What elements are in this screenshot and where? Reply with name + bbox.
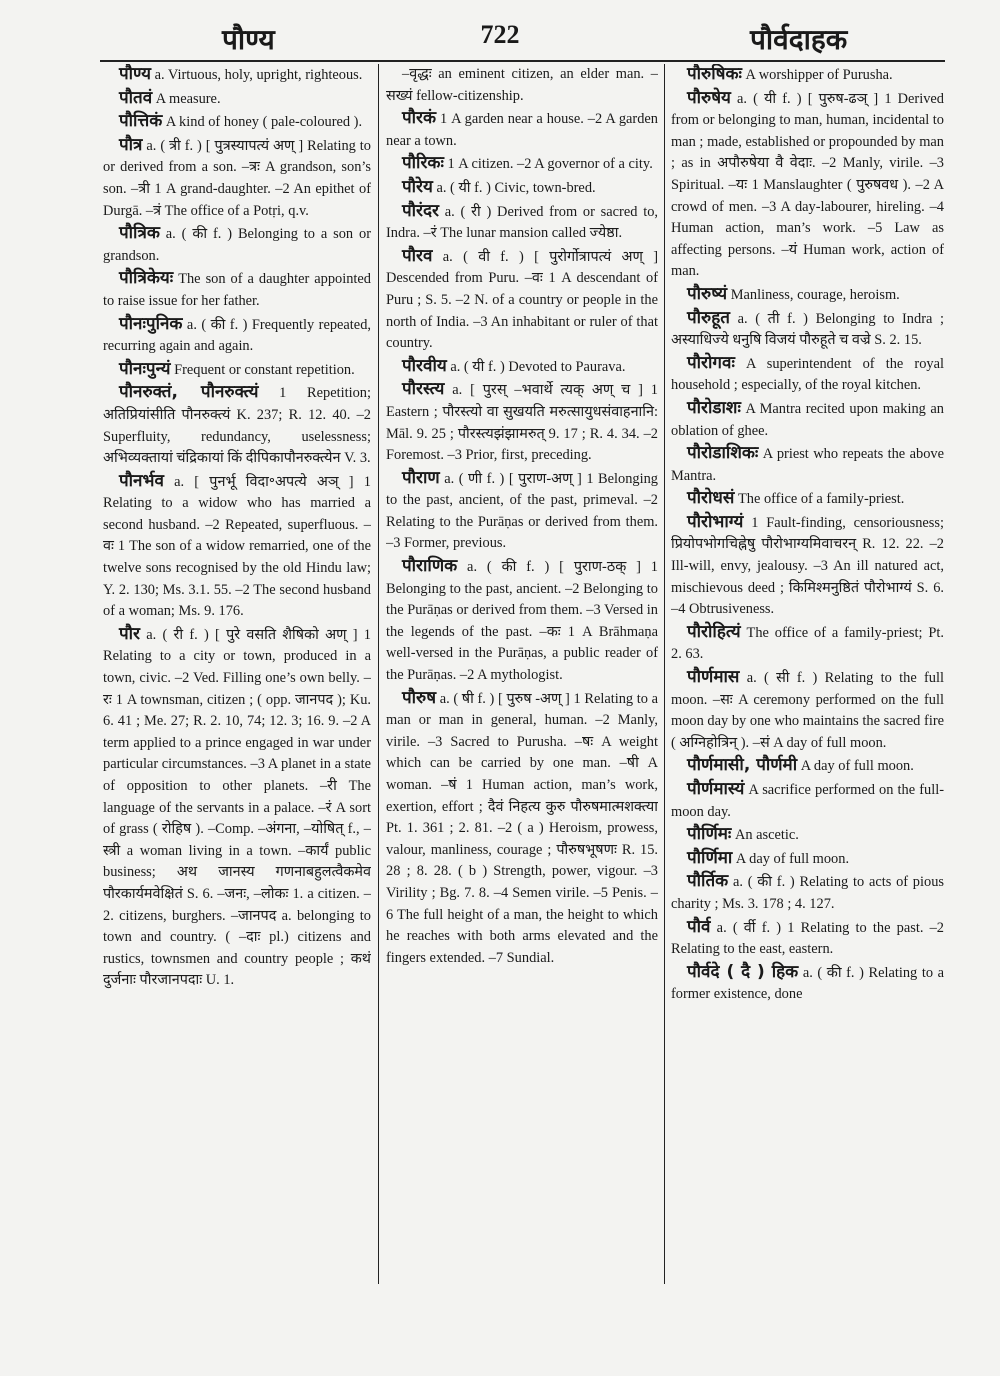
- entry-headword: पौरोधसं: [687, 488, 735, 509]
- dictionary-entry: [103, 471, 371, 623]
- entry-headword: पौत्र: [119, 134, 143, 155]
- entry-headword: पौनःपुन्यं: [119, 358, 171, 379]
- entry-headword: पौरुष्यं: [687, 283, 728, 304]
- dictionary-entry: [671, 871, 944, 915]
- dictionary-entry: [671, 398, 944, 442]
- entry-definition: An ascetic.: [731, 827, 799, 844]
- left-guide-word: पौण्य: [222, 23, 275, 56]
- entry-headword: पौर: [119, 623, 141, 644]
- entry-headword: पौर्णिमः: [687, 824, 732, 845]
- column-1: [103, 64, 371, 1294]
- entry-headword: पौरकं: [402, 108, 437, 129]
- entry-headword: पौरुषिकः: [687, 64, 742, 84]
- entry-headword: पौरवीय: [402, 355, 447, 376]
- entry-headword: पौतवं: [119, 87, 153, 108]
- column-divider: [664, 64, 665, 1284]
- dictionary-entry: [386, 468, 658, 555]
- dictionary-entry: [671, 917, 944, 961]
- entry-headword: पौत्रिक: [119, 223, 160, 244]
- entry-headword: पौरोगवः: [687, 352, 735, 373]
- entry-definition: Manliness, courage, heroism.: [727, 286, 900, 303]
- entry-definition: a. [ पुनर्भू विदा॰अपत्ये अञ् ] 1 Relating to a widow who has married a second husband. –2 Repeated, superfluous. –वः 1 The son of a widow remarried, one of the twelve sons recognised by the old Hindu law; Y. 2. 130; Ms. 3.1. 55. –2 The second husband of a woman; Ms. 9. 176.: [103, 473, 371, 620]
- dictionary-entry: [671, 824, 944, 847]
- dictionary-entry: [386, 201, 658, 245]
- dictionary-entry: [671, 353, 944, 397]
- entry-headword: पौर्णिमा: [687, 847, 733, 868]
- entry-headword: पौरोडाशः: [687, 397, 741, 418]
- entry-definition: a. ( णी f. ) [ पुराण-अण् ] 1 Belonging to the past, ancient, of the past, primeval. –2 Relating to the Purāṇas or derived from them. –3 Former, previous.: [386, 470, 658, 552]
- dictionary-entry: [386, 153, 658, 176]
- right-guide-word: पौर्वदाहक: [750, 23, 848, 56]
- dictionary-entry: [103, 382, 371, 469]
- page-header: [0, 14, 1000, 64]
- entry-definition: a. ( री f. ) [ पुरे वसति शैषिको अण् ] 1 Relating to a city or town, produced in a town, civic. –2 Ved. Filling one’s own belly. –रः 1 A townsman, citizen ; ( opp. जानपद ); Ku. 6. 41 ; Me. 27; R. 2. 10, 74; 12. 3; 16. 9. –2 A term applied to a prince engaged in war under particular circumstances. –3 A planet in a state of opposition to other planets. –री The language of the servants in a palace. –रं A sort of grass ( रोहिष ). –Comp. –अंगना, –योषित् f., –स्त्री a woman living in a town. –कार्यं public business; अथ जानस्य गणनाबहुलत्वैकमेव पौरकार्यमवेक्षितं S. 6. –जनः, –लोकः 1. a citizen. –2. citizens, burghers. –जानपद a. belonging to town and country. ( –दाः pl.) citizens and rustics, townsmen and country people ; कथं दुर्जनाः पौरजानपदाः U. 1.: [103, 626, 371, 989]
- entry-headword: पौरुषेय: [687, 87, 731, 108]
- entry-definition: 1 A citizen. –2 A governor of a city.: [443, 156, 653, 173]
- entry-definition: a. ( की f. ) Belonging to a son or grandson.: [103, 226, 371, 264]
- dictionary-entry: [671, 443, 944, 487]
- dictionary-entry: [386, 356, 658, 379]
- dictionary-entry: [671, 64, 944, 87]
- dictionary-entry: [386, 177, 658, 200]
- entry-headword: पौर्वदे ( दै ) हिक: [687, 961, 799, 982]
- dictionary-entry: [671, 308, 944, 352]
- entry-headword: पौर्णमासी, पौर्णमी: [687, 755, 798, 776]
- entry-definition: A day of full moon.: [797, 758, 914, 775]
- entry-definition: 1 Fault-finding, censoriousness; प्रियोपभोगचिह्नेषु पौरोभाग्यमिवाचरन् R. 12. 22. –2 Ill-will, envy, jealousy. –3 An ill natured act, mischievous deed ; किमिश्मनुष्ठितं पौरोभाग्यं S. 6. –4 Obtrusiveness.: [671, 514, 944, 618]
- dictionary-entry: [103, 314, 371, 358]
- entry-definition: A Mantra recited upon making an oblation of ghee.: [671, 400, 944, 439]
- dictionary-entry: [671, 962, 944, 1006]
- dictionary-entry: [103, 223, 371, 267]
- column-divider: [378, 64, 379, 1284]
- entry-headword: पौरस्त्य: [402, 379, 445, 400]
- entry-headword: पौरोहित्यं: [687, 621, 741, 642]
- entry-definition: a. ( यी f. ) Civic, town-bred.: [432, 179, 596, 196]
- entry-headword: पौरव: [402, 245, 433, 266]
- entry-headword: पौरोभाग्यं: [687, 511, 744, 532]
- dictionary-entry: [671, 848, 944, 871]
- page-number: 722: [480, 20, 520, 49]
- entry-definition: A kind of honey ( pale-coloured ).: [162, 114, 363, 131]
- entry-definition: The office of a family-priest; Pt. 2. 63.: [671, 624, 944, 663]
- entry-definition: 1 A garden near a house. –2 A garden near a town.: [386, 111, 658, 149]
- entry-definition: a. ( की f. ) [ पुराण-ठक् ] 1 Belonging to the past, ancient. –2 Belonging to the Purāṇas or derived from them. –3 Versed in the legends of the past. –कः 1 A Brāhmaṇa well-versed in the Purāṇas, a public reader of the Purāṇas. –2 A mythologist.: [386, 559, 658, 684]
- dictionary-entry: [671, 755, 944, 778]
- dictionary-entry: [103, 88, 371, 111]
- entry-definition: –वृद्धः an eminent citizen, an elder man. –सख्यं fellow-citizenship.: [386, 66, 658, 104]
- entry-definition: Frequent or constant repetition.: [170, 361, 355, 378]
- entry-definition: a. ( सी f. ) Relating to the full moon. –सः A ceremony performed on the full moon day by one who maintains the sacred fire ( अग्निहोत्रिन् ). –सं A day of full moon.: [671, 670, 944, 751]
- dictionary-entry: [386, 108, 658, 152]
- entry-definition: A worshipper of Purusha.: [741, 67, 893, 83]
- entry-headword: पौर्व: [687, 916, 711, 937]
- entry-headword: पौरिकः: [402, 153, 444, 174]
- entry-definition: a. ( की f. ) Relating to a former existence, done: [671, 964, 944, 1003]
- dictionary-entry: [671, 667, 944, 754]
- dictionary-entry: [103, 359, 371, 382]
- entry-definition: a. ( यी f. ) [ पुरुष-ढञ् ] 1 Derived from or belonging to man, human, incidental to man ; made, established or propounded by man ; as in अपौरुषेया वै वेदाः. –2 Manly, virile. –3 Spiritual. –यः 1 Manslaughter ( पुरुषवध ). –2 A crowd of men. –3 A day-labourer, hireling. –4 Human action, man’s work. –5 Law as affecting persons. –यं Human work, action of man.: [671, 90, 944, 280]
- entry-definition: a. Virtuous, holy, upright, righteous.: [151, 67, 363, 83]
- dictionary-entry: [386, 64, 658, 107]
- dictionary-entry: [386, 379, 658, 466]
- dictionary-entry: [386, 246, 658, 355]
- entry-headword: पौर्णमास्यं: [687, 779, 745, 799]
- entry-headword: पौनरुक्तं, पौनरुक्त्यं: [119, 382, 259, 403]
- dictionary-entry: [386, 556, 658, 687]
- dictionary-entry: [103, 268, 371, 312]
- entry-headword: पौण्य: [119, 64, 151, 84]
- entry-headword: पौराण: [402, 467, 440, 488]
- entry-definition: The office of a family-priest.: [734, 491, 905, 508]
- entry-definition: a. ( री ) Derived from or sacred to, Indra. –रं The lunar mansion called ज्येष्ठा.: [386, 203, 658, 242]
- entry-headword: पौरुष: [402, 687, 437, 708]
- entry-definition: A priest who repeats the above Mantra.: [671, 446, 944, 484]
- entry-definition: a. ( वी f. ) [ पुरोर्गोत्रापत्यं अण् ] Descended from Puru. –वः 1 A descendant of Puru ; S. 5. –2 N. of a country or people in the north of India. –3 An inhabitant or ruler of that country.: [386, 248, 658, 352]
- entry-headword: पौरुहूत: [687, 307, 730, 328]
- entry-definition: A superintendent of the royal household ; especially, of the royal kitchen.: [671, 355, 944, 394]
- entry-headword: पौराणिक: [402, 556, 458, 577]
- entry-definition: a. ( ती f. ) Belonging to Indra ; अस्याधिज्ये धनुषि विजयं पौरुहूते च वज्रे S. 2. 15.: [671, 310, 944, 349]
- entry-definition: A measure.: [152, 90, 221, 107]
- entry-definition: a. ( की f. ) Frequently repeated, recurring again and again.: [103, 316, 371, 355]
- entry-headword: पौनःपुनिक: [119, 313, 183, 334]
- entry-headword: पौत्तिकं: [119, 111, 163, 132]
- dictionary-entry: [103, 111, 371, 134]
- entry-definition: 1 Repetition; अतिप्रियांसीति पौनरुक्त्यं K. 237; R. 12. 40. –2 Superfluity, redundancy, uselessness; अभिव्यक्तायां चंद्रिकायां किं दीपिकापौनरुक्त्येन V. 3.: [103, 385, 371, 467]
- dictionary-entry: [386, 688, 658, 970]
- entry-definition: A sacrifice performed on the full-moon day.: [671, 782, 944, 820]
- dictionary-entry: [103, 624, 371, 992]
- entry-definition: a. ( त्री f. ) [ पुत्रस्यापत्यं अण् ] Relating to or derived from a son. –त्रः A grandson, son’s son. –त्री 1 A grand-daughter. –2 An epithet of Durgā. –त्रं The office of a Potṛi, q.v.: [103, 137, 371, 219]
- entry-headword: पौर्णमास: [687, 667, 740, 688]
- dictionary-entry: [671, 622, 944, 666]
- dictionary-entry: [671, 88, 944, 283]
- entry-definition: a. ( र्वी f. ) 1 Relating to the past. –2 Relating to the east, eastern.: [671, 919, 944, 958]
- dictionary-entry: [103, 64, 371, 87]
- entry-headword: पौत्रिकेयः: [119, 268, 174, 289]
- dictionary-entry: [671, 284, 944, 307]
- entry-headword: पौरोडाशिकः: [687, 443, 759, 464]
- entry-definition: a. ( यी f. ) Devoted to Paurava.: [446, 358, 626, 375]
- entry-definition: a. ( की f. ) Relating to acts of pious charity ; Ms. 3. 178 ; 4. 127.: [671, 874, 944, 912]
- entry-headword: पौरंदर: [402, 200, 439, 221]
- entry-headword: पौरेय: [402, 176, 433, 197]
- entry-definition: The son of a daughter appointed to raise issue for her father.: [103, 271, 371, 309]
- entry-definition: a. [ पुरस् –भवार्थे त्यक् अण् च ] 1 Eastern ; पौरस्त्यो वा सुखयति मरुत्सायुधसंवाहनानि: Māl. 9. 25 ; पौरस्त्यझंझामरुत् 9. 17 ; R. 4. 34. –2 Foremost. –3 Prior, first, preceding.: [386, 382, 658, 464]
- column-2: [386, 64, 658, 1294]
- column-3: [671, 64, 944, 1294]
- entry-definition: A day of full moon.: [732, 850, 850, 867]
- entry-headword: पौनर्भव: [119, 470, 164, 491]
- entry-headword: पौर्तिक: [687, 871, 729, 892]
- dictionary-entry: [671, 779, 944, 823]
- dictionary-entry: [671, 512, 944, 621]
- header-rule: [100, 60, 945, 62]
- entry-definition: a. ( षी f. ) [ पुरुष -अण् ] 1 Relating to a man or man in general, human. –2 Manly, virile. –3 Sacred to Purusha. –षः A weight which can be carried by one man. –षी A woman. –षं 1 Human action, man’s work, exertion, effort ; दैवं निहत्य कुरु पौरुषमात्मशक्त्या Pt. 1. 361 ; 2. 81. –2 ( a ) Heroism, prowess, valour, manliness, courage ; पौरुषभूषणः R. 15. 28 ; 8. 28. ( b ) Strength, power, vigour. –3 Virility ; Bg. 7. 8. –4 Semen virile. –5 Penis. –6 The full height of a man, the height to which he reaches with both arms elevated and the fingers extended. –7 Sundial.: [386, 690, 658, 966]
- dictionary-entry: [671, 488, 944, 511]
- dictionary-entry: [103, 135, 371, 222]
